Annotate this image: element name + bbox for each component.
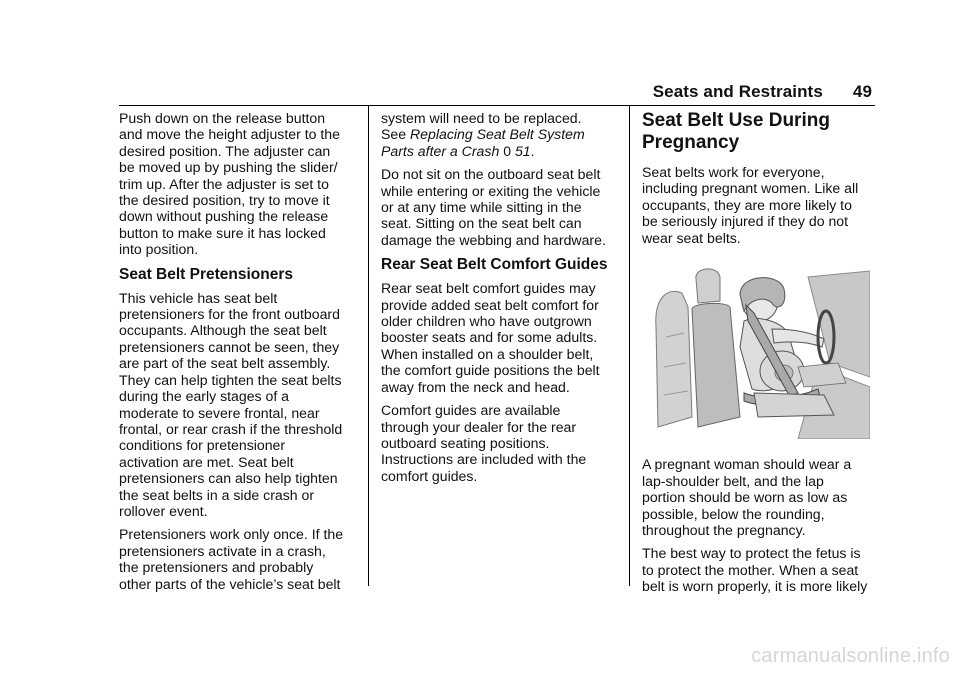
text-line: down without pushing the release	[119, 208, 329, 225]
text-line: during the early stages of a	[119, 388, 290, 405]
text-line: lap-shoulder belt, and the lap	[642, 472, 824, 489]
text-line: occupants, they are more likely to	[642, 196, 852, 213]
text-line: Seat belts work for everyone,	[642, 164, 825, 180]
paragraph-comfort-guides	[381, 280, 617, 395]
paragraph-protect-fetus	[642, 545, 876, 594]
paragraph-wear-lap-shoulder	[642, 456, 876, 538]
paragraph-work-once	[119, 526, 355, 592]
text-line: into position.	[119, 241, 199, 258]
text-line: throughout the pregnancy.	[642, 522, 806, 539]
page-header	[653, 82, 872, 102]
text-line: the seat belts in a side crash or	[119, 486, 315, 503]
text-line: the pretensioners and probably	[119, 559, 314, 576]
text-line: frontal, or rear crash if the threshold	[119, 420, 343, 437]
text-line	[381, 143, 617, 159]
heading-line: Seat Belt Use During	[642, 110, 830, 131]
text-line: while entering or exiting the vehicle	[381, 182, 601, 199]
text-line: portion should be worn as low as	[642, 489, 848, 506]
text-line: button to make sure it has locked	[119, 224, 326, 241]
text-line: the comfort guide positions the belt	[381, 362, 600, 379]
text-line: occupants. Although the seat belt	[119, 322, 327, 339]
text-line: comfort guides.	[381, 467, 478, 484]
page-reference[interactable]: 51	[514, 142, 531, 159]
header-rule	[119, 105, 875, 106]
text-line: be moved up by pushing the slider/	[119, 159, 338, 176]
column-1	[119, 110, 355, 599]
text-line: pretensioners for the front outboard	[119, 306, 340, 323]
text-line: including pregnant women. Like all	[642, 180, 859, 197]
text-line: rollover event.	[119, 502, 208, 519]
text-line: The best way to protect the fetus is	[642, 545, 861, 562]
text-line: belt is worn properly, it is more likely	[642, 578, 868, 595]
text-line: through your dealer for the rear	[381, 418, 577, 435]
text-line: provide added seat belt comfort for	[381, 296, 599, 313]
heading-line: Pregnancy	[642, 132, 740, 153]
text-line: desired position. The adjuster can	[119, 142, 331, 159]
text-line: seat. Sitting on the seat belt can	[381, 215, 582, 232]
text-line: pretensioners cannot be seen, they	[119, 338, 340, 355]
watermark: carmanualsonline.info	[751, 645, 950, 667]
text-line: Pretensioners work only once. If the	[119, 526, 344, 543]
column-divider-2	[629, 106, 630, 586]
text-line: Comfort guides are available	[381, 402, 561, 419]
cross-reference-link[interactable]: Replacing Seat Belt System	[410, 126, 585, 143]
text-line: to protect the mother. When a seat	[642, 561, 859, 578]
text-line: other parts of the vehicle’s seat belt	[119, 575, 341, 592]
cross-reference-link[interactable]: Parts after a Crash	[381, 142, 500, 159]
period: .	[530, 142, 535, 159]
text-line: booster seats and for some adults.	[381, 329, 598, 346]
text-line: A pregnant woman should wear a	[642, 456, 852, 473]
heading-comfort-guides: Rear Seat Belt Comfort Guides	[381, 256, 608, 274]
section-title: Seats and Restraints	[652, 82, 823, 101]
text-line: away from the neck and head.	[381, 378, 570, 395]
text-line: possible, below the rounding,	[642, 505, 825, 522]
text-line: When installed on a shoulder belt,	[381, 345, 594, 362]
paragraph-replace	[381, 110, 617, 159]
text-line: be seriously injured if they do not	[642, 213, 849, 230]
text-line: damage the webbing and hardware.	[381, 231, 606, 248]
column-3	[642, 110, 876, 602]
page-number: 49	[852, 82, 872, 101]
column-divider-1	[368, 106, 369, 586]
paragraph-do-not-sit	[381, 166, 617, 248]
text-line: are part of the seat belt assembly.	[119, 355, 331, 372]
column-2	[381, 110, 617, 491]
text-line: wear seat belts.	[642, 229, 741, 246]
text-line: trim up. After the adjuster is set to	[119, 175, 329, 192]
text-line: activation are met. Seat belt	[119, 453, 294, 470]
paragraph-dealer	[381, 402, 617, 484]
text-line: They can help tighten the seat belts	[119, 371, 342, 388]
text-line: moderate to severe frontal, near	[119, 404, 320, 421]
text-line: or at any time while sitting in the	[381, 199, 582, 216]
pregnant-woman-seatbelt-illustration	[648, 267, 870, 439]
page-ref-arrow-icon: 0	[503, 142, 512, 159]
paragraph-height-adjuster	[119, 110, 355, 258]
text-line: Push down on the release button	[119, 110, 326, 126]
see-text: See	[381, 126, 410, 143]
paragraph-pretensioners	[119, 290, 355, 520]
text-line	[381, 126, 617, 142]
text-line: pretensioners activate in a crash,	[119, 542, 326, 559]
text-line: conditions for pretensioner	[119, 437, 286, 454]
heading-pregnancy	[642, 110, 876, 154]
text-line: outboard seating positions.	[381, 434, 550, 451]
text-line: Rear seat belt comfort guides may	[381, 280, 596, 297]
heading-pretensioners: Seat Belt Pretensioners	[119, 265, 294, 283]
text-line: older children who have outgrown	[381, 313, 592, 330]
text-line: Instructions are included with the	[381, 451, 587, 468]
text-line: pretensioners can also help tighten	[119, 470, 338, 487]
text-line: the desired position, try to move it	[119, 192, 330, 209]
text-line: system will need to be replaced.	[381, 110, 582, 126]
text-line: This vehicle has seat belt	[119, 289, 278, 306]
text-line: and move the height adjuster to the	[119, 126, 340, 143]
paragraph-everyone	[642, 164, 876, 246]
text-line: Do not sit on the outboard seat belt	[381, 166, 601, 183]
